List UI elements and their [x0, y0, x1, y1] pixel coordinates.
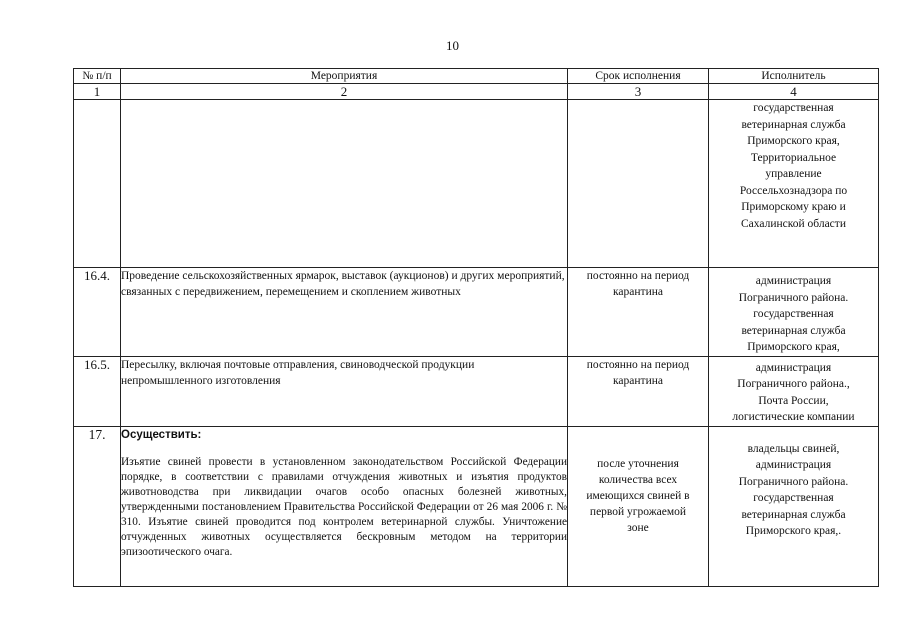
term-line: постоянно на период	[586, 270, 690, 282]
row-activity: Проведение сельскохозяйственных ярмарок, выставок (аукционов) и других мероприятий, связанных с передвижением, перемещением и скоплением животных	[121, 268, 568, 357]
term-line: карантина	[613, 374, 663, 387]
table-row	[74, 100, 879, 268]
executor-line: ветеринарная служба	[741, 508, 846, 521]
row-number: 16.5.	[74, 356, 121, 426]
measures-table	[73, 68, 879, 587]
executor-line: администрация	[755, 275, 832, 287]
table-row	[74, 356, 879, 426]
executor-line: владельцы свиней,	[747, 442, 840, 455]
executor-line: Приморского края,.	[745, 525, 842, 537]
term-line: постоянно на период	[586, 358, 690, 371]
executor-line: ветеринарная служба	[741, 118, 846, 131]
row-term	[568, 356, 709, 426]
executor-line: администрация	[755, 459, 832, 471]
row-activity	[121, 100, 568, 268]
row-executor	[709, 268, 879, 357]
row-executor	[709, 426, 879, 586]
row-term	[568, 426, 709, 586]
row-term	[568, 100, 709, 268]
header-executor: Исполнитель	[709, 69, 879, 84]
executor-line: Почта России,	[758, 394, 829, 407]
executor-line: Россельхознадзора по	[739, 184, 848, 197]
executor-line: Приморскому краю и	[741, 201, 846, 213]
executor-line: управление	[765, 168, 822, 180]
header-activity: Мероприятия	[121, 69, 568, 84]
column-number: 4	[709, 84, 879, 100]
term-line: после уточнения	[597, 457, 679, 470]
executor-line: Пограничного района.	[738, 475, 849, 488]
row-activity: Пересылку, включая почтовые отправления, свиноводческой продукции непромышленного изготовления	[121, 356, 568, 426]
executor-line: Сахалинской области	[741, 217, 846, 230]
header-term: Срок исполнения	[568, 69, 709, 84]
executor-line: государственная	[753, 308, 834, 320]
table-header-row	[74, 69, 879, 84]
term-line: первой угрожаемой	[589, 505, 687, 518]
executor-line: государственная	[753, 102, 834, 114]
column-numbers-row	[74, 84, 879, 100]
row-number: 16.4.	[74, 268, 121, 357]
executor-line: Пограничного района.	[738, 291, 849, 304]
row-executor	[709, 356, 879, 426]
term-line: карантина	[613, 286, 663, 298]
page-number: 10	[446, 38, 459, 53]
section-heading: Осуществить:	[121, 428, 202, 441]
executor-line: Территориальное	[750, 151, 837, 164]
executor-line: логистические компании	[732, 411, 855, 423]
column-number: 1	[74, 84, 121, 100]
executor-line: Приморского края,	[747, 341, 840, 353]
row-term	[568, 268, 709, 357]
term-line: имеющихся свиней в	[586, 489, 690, 502]
column-number: 3	[568, 84, 709, 100]
row-number: 17.	[74, 426, 121, 586]
row-number	[74, 100, 121, 268]
term-line: количества всех	[598, 473, 678, 486]
term-line: зоне	[627, 521, 649, 534]
executor-line: ветеринарная служба	[741, 324, 846, 337]
executor-line: государственная	[753, 492, 834, 504]
table-row	[74, 426, 879, 586]
table-row	[74, 268, 879, 357]
activity-text: Изъятие свиней провести в установленном законодательством Российской Федерации порядке, в соответствии с правилами отчуждения животных и изъятия продуктов животноводства при ликвидации очагов особо опасных болезней животных, утвержденными постановлением Правительства Российской Федерации от 26 мая 2006 г. № 310. Изъятие свиней проводится под контролем ветеринарной службы. Уничтожение отчужденных животных осуществляется бескровным методом на территории эпизоотического очага.	[121, 455, 567, 558]
row-executor	[709, 100, 879, 268]
executor-line: Пограничного района.,	[737, 378, 850, 390]
executor-line: администрация	[755, 361, 832, 374]
row-activity	[121, 426, 568, 586]
executor-line: Приморского края,	[747, 135, 840, 147]
column-number: 2	[121, 84, 568, 100]
header-number: № п/п	[74, 69, 121, 84]
